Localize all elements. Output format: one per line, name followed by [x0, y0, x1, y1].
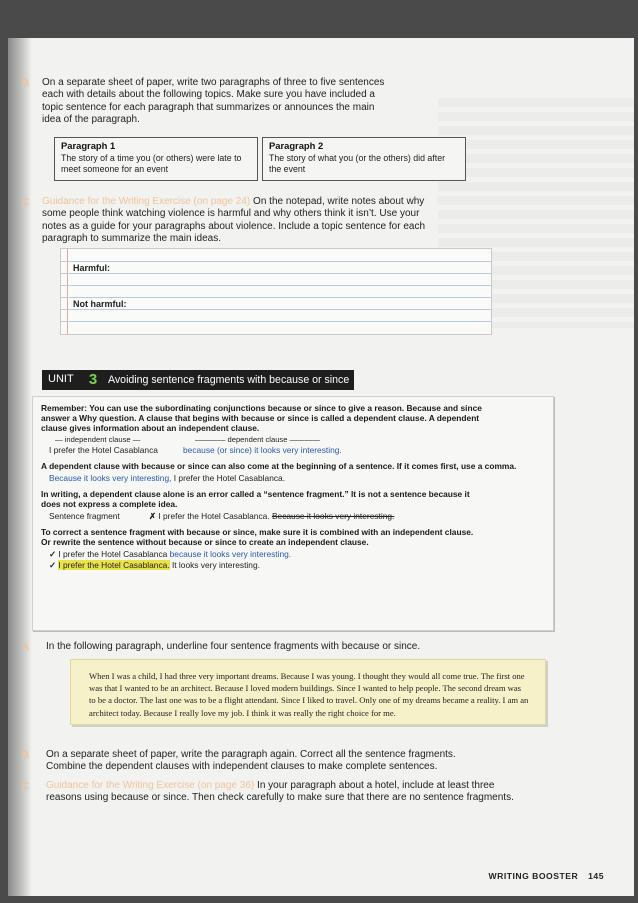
- notepad-rule: [61, 261, 491, 262]
- page-gutter-shadow: [8, 38, 32, 896]
- exercise-c-text: [46, 780, 516, 805]
- section-b-instruction: On a separate sheet of paper, write two paragraphs of three to five sentences each with details about the following topics. Make sure you have included a topic sentence for each paragraph that summarizes or announces the main idea of the paragraph.: [42, 77, 385, 126]
- section-c-text: [42, 196, 442, 246]
- fragment-sentence: I prefer the Hotel Casablanca.: [158, 511, 270, 521]
- exercise-c-guidance: Guidance for the Writing Exercise (on page 36): [46, 780, 255, 791]
- check-mark-icon: ✓: [49, 549, 57, 559]
- book-page: [8, 38, 634, 896]
- not-harmful-label: Not harmful:: [73, 299, 127, 309]
- check-mark-icon: ✓: [49, 560, 57, 570]
- rule-line-8: Or rewrite the sentence without because or since to create an independent clause.: [41, 537, 369, 547]
- notepad-rule: [61, 273, 491, 274]
- paragraph-2-heading: Paragraph 2: [269, 140, 324, 151]
- example-2-dependent: Because it looks very interesting,: [49, 473, 172, 483]
- section-c-letter: C: [22, 197, 30, 208]
- rule-line-5: In writing, a dependent clause alone is an error called a “sentence fragment.” It is not a sentence because it: [41, 489, 470, 499]
- exercise-b-letter: B: [22, 750, 30, 761]
- example-1-dependent: because (or since) it looks very interesting.: [183, 445, 342, 455]
- paragraph-1-description: The story of a time you (or others) were late to meet someone for an event: [61, 153, 242, 174]
- page-footer: [489, 871, 604, 881]
- example-2: [49, 473, 285, 483]
- notepad-rule: [61, 321, 491, 322]
- correct-2-second: It looks very interesting.: [171, 560, 260, 570]
- correct-example-1: [49, 549, 291, 559]
- exercise-c-instruction: In your paragraph about a hotel, include at least three reasons using because or since. Then check carefully to make sure that there are no sentence fragments.: [46, 780, 514, 804]
- rule-line-1: Remember: You can use the subordinating conjunctions because or since to give a reason. Because and since: [41, 403, 482, 413]
- notepad[interactable]: [60, 248, 492, 335]
- notepad-rule: [61, 297, 491, 298]
- grammar-rule-box: [32, 396, 554, 631]
- rule-line-6: does not express a complete idea.: [41, 499, 178, 509]
- notepad-rule: [61, 285, 491, 286]
- correct-example-2: [49, 560, 260, 570]
- exercise-paragraph-text: When I was a child, I had three very important dreams. Because I was young. I thought they would all come true. The first one was that I wanted to be an architect. Because I loved modern buildings. Since I wanted to help people. The second dream was to be a doctor. The last one was to be a flight attendant. Since I liked to travel. Only one of my dreams became a reality. I am an architect today. Because I really love my job. I think it was really the right choice for me.: [89, 671, 529, 718]
- independent-clause-label: — independent clause —: [55, 435, 141, 444]
- section-c-instruction: On the notepad, write notes about why some people think watching violence is harmful and why others think it isn’t. Use your notes as a guide for your paragraphs about violence. Include a topic sentence for each paragraph to summarize the main ideas.: [42, 196, 426, 245]
- unit-header: [42, 370, 354, 390]
- exercise-b-instruction: On a separate sheet of paper, write the paragraph again. Correct all the sentence fragments. Combine the dependent clauses with independent clauses to make complete sentences.: [46, 749, 456, 773]
- section-c-guidance: Guidance for the Writing Exercise (on page 24): [42, 196, 251, 207]
- rule-line-4: A dependent clause with because or since can also come at the beginning of a sentence. If it comes first, use a comma.: [41, 461, 517, 471]
- paragraph-1-box: [54, 137, 258, 181]
- harmful-label: Harmful:: [73, 263, 111, 273]
- page-number: 145: [588, 871, 604, 881]
- section-b-letter: B: [22, 78, 30, 89]
- correct-1-dep: because it looks very interesting.: [169, 549, 292, 559]
- example-1-independent: I prefer the Hotel Casablanca: [49, 445, 158, 455]
- fragment-label: Sentence fragment: [49, 511, 120, 521]
- x-mark-icon: ✗: [149, 511, 157, 521]
- notepad-rule: [61, 309, 491, 310]
- exercise-a-letter: A: [22, 642, 30, 653]
- rule-line-7: To correct a sentence fragment with because or since, make sure it is combined with an independent clause.: [41, 527, 474, 537]
- unit-number: 3: [86, 371, 100, 389]
- paragraph-2-box: [262, 137, 466, 181]
- rule-line-2: answer a Why question. A clause that begins with because or since is called a dependent clause. A dependent: [41, 413, 480, 423]
- paragraph-2-description: The story of what you (or the others) did after the event: [269, 153, 446, 174]
- fragment-example: [149, 511, 394, 521]
- correct-1-indep: I prefer the Hotel Casablanca: [58, 549, 168, 559]
- exercise-c-letter: C: [22, 781, 30, 792]
- exercise-paragraph-box: [70, 659, 546, 725]
- paragraph-1-heading: Paragraph 1: [61, 140, 116, 151]
- unit-label: UNIT: [48, 373, 74, 385]
- unit-title: Avoiding sentence fragments with because or since: [108, 374, 350, 386]
- dependent-clause-label: ———— dependent clause ————: [195, 435, 320, 444]
- footer-label: WRITING BOOSTER: [488, 871, 579, 881]
- correct-2-first: I prefer the Hotel Casablanca.: [58, 560, 170, 570]
- exercise-a-instruction: In the following paragraph, underline four sentence fragments with because or since.: [46, 641, 421, 652]
- independent-clause-text: independent clause: [64, 435, 131, 444]
- example-2-independent: I prefer the Hotel Casablanca.: [173, 473, 286, 483]
- fragment-struck: Because it looks very interesting.: [271, 511, 395, 521]
- dependent-clause-text: dependent clause: [227, 435, 288, 444]
- rule-line-3: clause gives information about an independent clause.: [41, 423, 260, 433]
